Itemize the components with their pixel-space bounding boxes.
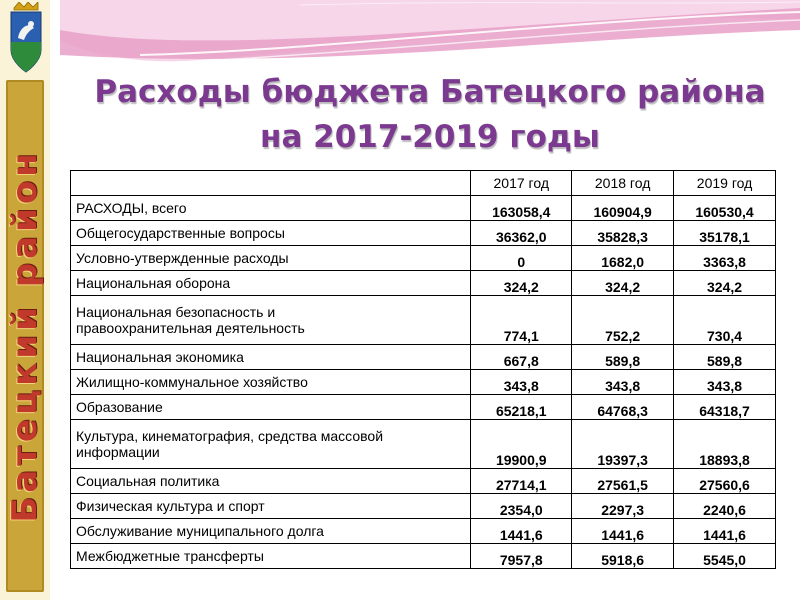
value-2019: 18893,8 (674, 420, 776, 469)
row-name-line-2: информации (76, 444, 160, 460)
page-title (60, 70, 800, 160)
row-name: Межбюджетные трансферты (71, 544, 471, 569)
table-row (71, 196, 776, 221)
title-line-2: на 2017-2019 годы (260, 119, 600, 155)
row-name: РАСХОДЫ, всего (71, 196, 471, 221)
budget-table (70, 170, 776, 569)
value-2018: 589,8 (572, 345, 674, 370)
value-2017: 19900,9 (471, 420, 572, 469)
value-2019: 27560,6 (674, 469, 776, 494)
value-2019: 589,8 (674, 345, 776, 370)
table-row (71, 494, 776, 519)
header-cell: 2017 год (471, 171, 572, 196)
row-name: Условно-утвержденные расходы (71, 246, 471, 271)
value-2017: 1441,6 (471, 519, 572, 544)
table-row (71, 246, 776, 271)
row-name: Образование (71, 395, 471, 420)
header-cell: 2019 год (674, 171, 776, 196)
value-2017: 324,2 (471, 271, 572, 296)
value-2018: 1441,6 (572, 519, 674, 544)
value-2018: 2297,3 (572, 494, 674, 519)
table-row (71, 544, 776, 569)
value-2017: 7957,8 (471, 544, 572, 569)
value-2018: 35828,3 (572, 221, 674, 246)
header-cell: 2018 год (572, 171, 674, 196)
value-2019: 324,2 (674, 271, 776, 296)
value-2019: 35178,1 (674, 221, 776, 246)
table-row (71, 345, 776, 370)
table-row (71, 420, 776, 469)
coat-of-arms-icon (6, 2, 46, 76)
row-name: Общегосударственные вопросы (71, 221, 471, 246)
value-2017: 343,8 (471, 370, 572, 395)
row-name-line-1: Культура, кинематография, средства массовой (76, 428, 384, 444)
header-cell (71, 171, 471, 196)
value-2017: 0 (471, 246, 572, 271)
value-2018: 160904,9 (572, 196, 674, 221)
table-row (71, 370, 776, 395)
row-name (71, 420, 471, 469)
row-name (71, 296, 471, 345)
table-row (71, 296, 776, 345)
value-2019: 160530,4 (674, 196, 776, 221)
value-2019: 64318,7 (674, 395, 776, 420)
row-name: Обслуживание муниципального долга (71, 519, 471, 544)
value-2018: 19397,3 (572, 420, 674, 469)
value-2018: 27561,5 (572, 469, 674, 494)
value-2019: 5545,0 (674, 544, 776, 569)
table-header-row (71, 171, 776, 196)
value-2017: 65218,1 (471, 395, 572, 420)
row-name: Жилищно-коммунальное хозяйство (71, 370, 471, 395)
value-2018: 752,2 (572, 296, 674, 345)
row-name-line-2: правоохранительная деятельность (76, 320, 305, 336)
value-2018: 343,8 (572, 370, 674, 395)
value-2019: 2240,6 (674, 494, 776, 519)
district-name: Батецкий район (5, 149, 45, 523)
sidebar (0, 0, 50, 600)
value-2017: 27714,1 (471, 469, 572, 494)
row-name: Социальная политика (71, 469, 471, 494)
table-row (71, 469, 776, 494)
value-2018: 64768,3 (572, 395, 674, 420)
value-2018: 1682,0 (572, 246, 674, 271)
table-row (71, 271, 776, 296)
value-2019: 730,4 (674, 296, 776, 345)
value-2017: 667,8 (471, 345, 572, 370)
value-2019: 343,8 (674, 370, 776, 395)
value-2017: 2354,0 (471, 494, 572, 519)
value-2019: 1441,6 (674, 519, 776, 544)
value-2018: 324,2 (572, 271, 674, 296)
table-row (71, 519, 776, 544)
row-name: Национальная экономика (71, 345, 471, 370)
value-2017: 774,1 (471, 296, 572, 345)
table-row (71, 395, 776, 420)
value-2017: 163058,4 (471, 196, 572, 221)
value-2018: 5918,6 (572, 544, 674, 569)
table-row (71, 221, 776, 246)
title-line-1: Расходы бюджета Батецкого района (94, 74, 766, 110)
row-name: Физическая культура и спорт (71, 494, 471, 519)
value-2019: 3363,8 (674, 246, 776, 271)
row-name: Национальная оборона (71, 271, 471, 296)
value-2017: 36362,0 (471, 221, 572, 246)
row-name-line-1: Национальная безопасность и (76, 304, 276, 320)
